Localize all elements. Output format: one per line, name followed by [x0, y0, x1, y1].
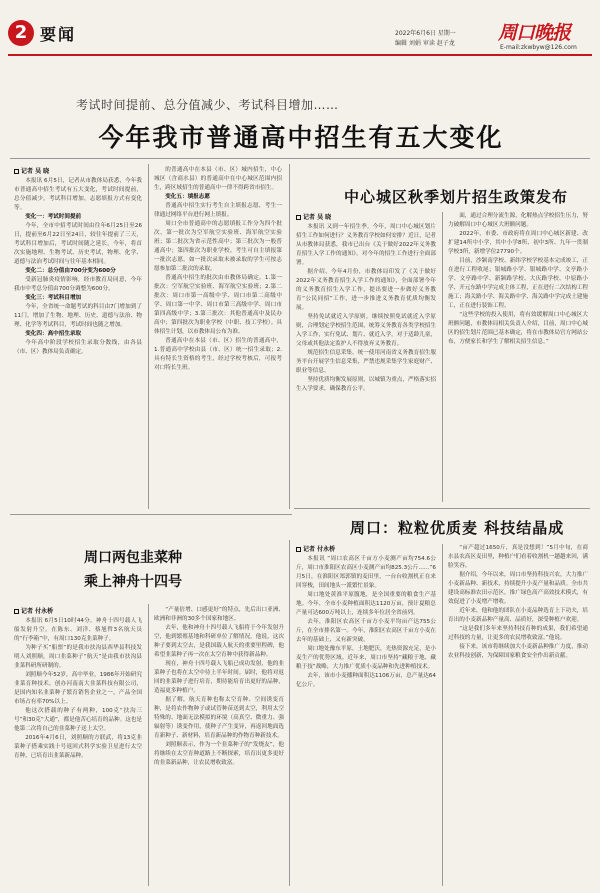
lead-col-2 [154, 166, 282, 511]
paragraph: 2016年4月6日，刘照顺的方联武，将13克韭菜种子搭乘实践十号返回式科学实验卫星进行太空育种，已培育出韭菜新品种。 [14, 735, 142, 759]
page-number: 2 [8, 20, 34, 46]
paragraph: 周口全市普通高中的志愿填报工作分为四个批次，第一批次为空军航空实验班、海军航空实验班；第二批次为省示范性高中；第三批次为一般普通高中；第四批次为职业学校。考生可自主填报第一批次志愿，如一批次录取未被录取的学生可按志愿参加第二批次的录取。 [154, 221, 282, 272]
story4-headline: 周口：粒粒优质麦 科技结晶成 [350, 519, 565, 537]
paragraph: “这是我们多年来坚持科技育种的成果，我们希望通过科技的力量，让更多的农民增收致富。”他说。 [448, 626, 588, 641]
paragraph: 据介绍，今年以来，周口市坚持科技兴农，大力推广小麦新品种、新技术，持续提升小麦产量和品质。全市共建设高标准农田示范区，推广绿色高产高效技术模式，有效促进了小麦增产增收。 [448, 572, 588, 605]
paragraph: 本报讯 又到一年招生季。今年，周口中心城区划片招生工作如何进行？义务教育学校如何安排？近日，记者从市教体局获悉，我市已出台《关于做好2022年义务教育招生入学工作的通知》。对今年的招生工作进行全面部署。 [296, 224, 436, 266]
subheading: 变化三：考试科目增加 [25, 295, 82, 301]
paragraph: 刘照顺今年52岁，高中毕业，1986年开始研究韭菜育种技术，创办河南南大韭菜科技有限公司，是国内知名韭菜种子繁育销售企业之一，产品全国市场占有率70%以上。 [14, 672, 142, 705]
subheading: 变化二：总分值由700分变为600分 [25, 268, 116, 274]
paragraph: 本报讯 “周口农高区千亩方小麦测产亩均754.6公斤，周口市淮阳区农高区小麦测产亩均825.3公斤……”6月5日，在淮阳区郑郭镇的麦田里，一台台收割机正在来回穿梭，田间地头一派繁忙景象。 [296, 556, 436, 589]
story2-col-1 [296, 212, 436, 504]
paragraph: 面，通过合理分流生源，化解热点学校招生压力，努力破解周口中心城区大班额问题。 [448, 213, 588, 228]
paragraph: 普通高中招生实行考生自主填报志愿，考生一律通过网络平台进行网上填报。 [154, 203, 282, 218]
story4-col-1-body [296, 555, 436, 690]
paragraph: 今年，全市中招考试时间由往年6月25日至26日，提前至6月22日至24日，较往年提前了三天，考试科目增加后，考试时间随之延长。今年，将首次实施地理、生物考试、历史考试，物理、化学、道德与法治考试时间与往年基本相同。 [14, 223, 142, 265]
column-divider [442, 212, 443, 502]
paragraph: 2022年，市委、市政府将在周口中心城区新建、改扩建14所中小学，其中小学8所、初中3所、九年一贯制学校3所，新增学位27790个。 [448, 231, 588, 255]
paragraph: 接下来，该市将继续加大小麦新品种推广力度，推动农业科技创新，为保障国家粮食安全作出新贡献。 [448, 644, 588, 659]
story2-headline: 中心城区秋季划片招生政策发布 [344, 188, 569, 206]
paragraph: 的普通高中在本县（市、区）城内招生，中心城区（含商水县）的普通高中在中心城区范围内招生，跨区域招生的普通高中一律不得跨省市招生。 [154, 167, 282, 191]
story3-col-2 [154, 606, 284, 886]
paragraph: “亩产超过1650斤，真是没想到！”5月中旬，在商水县农高区麦田里，种植户们看着收割机一趟趟来回，满脸笑容。 [448, 545, 588, 569]
subheading: 变化四：高中招生录取 [25, 331, 82, 337]
date-line: 2022年6月6日 星期一 [395, 30, 456, 37]
story3-headline-line1: 周口两包韭菜种 [84, 550, 182, 566]
masthead-rule [8, 54, 592, 56]
subheading: 变化一：考试时间提前 [25, 214, 82, 220]
story3-col-1 [14, 606, 142, 886]
paragraph: “这些学校的投入使用，将有效缓解周口中心城区大班额问题，市教体局相关负责人介绍，目前，周口中心城区的招生划片范围已基本确定，将在市教体局官方网站公布，方便家长和学生了解相关招生信息。” [448, 312, 588, 345]
paragraph: “产量倍增、口感更好”的特点，先后出口亚洲、欧洲和非洲的30多个国家和地区。 [154, 607, 284, 622]
paragraph: 坚持优质均衡发展原则，以城镇为重点，严格落实招生入学要求，确保教育公平。 [296, 377, 436, 392]
paragraph: 据了解，航天育种也称太空育种、空间诱变育种，是将农作物种子或试管种苗送到太空，利用太空特殊的、地面无法模拟的环境（高真空、微重力、强辐射等）诱变作用，使种子产生变异，再返回地面选育新种子、新材料，培育新品种的作物育种新技术。 [154, 697, 284, 739]
byline-icon [296, 547, 301, 552]
lead-col-1-body [14, 177, 142, 357]
byline-icon [296, 215, 301, 220]
paragraph: 周口地处黄淮平原腹地，是全国重要的粮食生产基地。今年，全市小麦种植面积达1120万亩，预计夏粮总产量可达600万吨以上，连续多年位居全省前列。 [296, 592, 436, 616]
column-divider [148, 164, 149, 509]
subheading: 变化五：填报志愿 [165, 194, 210, 200]
paragraph: 近年来，他和他的团队在小麦品种选育上下功夫，培育出的小麦新品种产量高、品质好，深受种植户欢迎。 [448, 608, 588, 623]
paragraph: 规范招生信息采集。统一使用河南省义务教育招生服务平台开展学生信息采集，严禁违规采集学生家庭财产、职业等信息。 [296, 350, 436, 374]
lead-kicker: 考试时间提前、总分值减少、考试科目增加…… [76, 98, 339, 112]
lead-col-1 [14, 166, 142, 511]
story3-col-1-body [14, 617, 142, 761]
story2-byline: 记者 吴 晓 [303, 214, 332, 221]
paragraph: 他这次搭载的种子有两种，100克“扶沟三号”和30克“大通”，都是他苦心培育的品种。这也是他第二次将自己的韭菜种子送上太空。 [14, 708, 142, 732]
column-divider [289, 540, 290, 886]
story4-col-2 [448, 544, 588, 886]
paragraph: 周口地处豫东平原，土地肥沃，光热资源充足，是小麦生产的优势区域。近年来，周口市坚持“藏粮于地、藏粮于技”战略，大力推广优质小麦品种和先进种植技术。 [296, 646, 436, 670]
paragraph: 坚持免试就近入学原则。继续按照免试就近入学原则，合理划定学校招生范围，统筹义务教育各类学校招生入学工作，实行免试、划片、就近入学。对于适龄儿童，父母或其他法定监护人不得放弃义务教育。 [296, 314, 436, 347]
paragraph: 普通高中在本县（市、区）招生的普通高中，1.普通高中学校由县（市、区）统一招生录取；2.具有特长生资格的考生，经过学校考核后，可报考对口特长生班。 [154, 338, 282, 371]
paragraph: 去年，他和神舟十四号载人飞船将于今年发射升空，他到繁殖基地和科研单位了解情况，他说，这次种子要到太空去，是我国载人航天的重要里程碑，他希望韭菜种子再一次在太空育种中获得新品种。 [154, 625, 284, 658]
headline-rule [10, 158, 590, 159]
editors-line: 编辑 刘娟 审读 赵子龙 [395, 40, 455, 47]
paragraph: 普通高中招生的批次由市教体局确定。1.第一批次：空军航空实验班、海军航空实验班；2.第二批次：周口市第一高级中学、周口市第二高级中学、周口第一中学、周口市第三高级中学、周口市第四高级中学；3.第三批次：其他普通高中及民办高中；第四批次为职业学校（中职、技工学校）。具体招生计划，以市教体局公布为准。 [154, 275, 282, 335]
column-divider [289, 164, 290, 509]
paragraph: 为种子买“船票”的是我市扶沟县西华县科技发明人刘照顺，周口韭菜种子“航天”是由我市扶沟县韭菜科研所研制的。 [14, 645, 142, 669]
lead-byline: 记者 吴 晓 [21, 168, 50, 175]
paragraph: 刘照顺表示，作为一个韭菜种子的“发烧友”，他将继续在太空育种道路上不断探索，培育出更多更好的韭菜新品种，让农民增收致富。 [154, 742, 284, 766]
paragraph: 今年，全省统一命题考试的科目由7门增加到了11门。增加了生物、地理、历史、道德与法治、物理、化学等考试科目，考试时间也随之增加。 [14, 304, 142, 328]
paragraph: 本报讯 6月5日10时44分，神舟十四号载人飞船发射升空。在陈东、刘洋、蔡旭哲3名航天员的“行李箱”中，有周口130克韭菜种子。 [14, 618, 142, 642]
section-rule-left [10, 514, 292, 515]
byline-icon [14, 169, 19, 174]
story3-headline-line2: 乘上神舟十四号 [84, 574, 182, 590]
section-title: 要闻 [40, 25, 77, 44]
story2-col-2-body [448, 212, 588, 347]
paragraph: 去年，淮阳区农高区千亩方小麦平均亩产达755公斤，在全市排名第一。今年，淮阳区农高区千亩方小麦在去年的基础上，又有新突破。 [296, 619, 436, 643]
paragraph: 去年，该市小麦播种面积达1106万亩，总产量达64亿公斤。 [296, 673, 436, 688]
story2-col-2 [448, 212, 588, 504]
lead-col-2-body [154, 166, 282, 373]
section-rule-right [294, 508, 590, 509]
story3-byline: 记者 付永桥 [21, 608, 54, 615]
story4-byline: 记者 付永桥 [303, 546, 336, 553]
story4-col-1 [296, 544, 436, 886]
paragraph: 据介绍，今年4月份，市教体局印发了《关于做好2022年义务教育招生入学工作的通知》，全面部署今年的义务教育招生入学工作，提出要进一步做好义务教育“公民同招”工作，进一步推进义务教育优质均衡发展。 [296, 269, 436, 311]
paragraph: 今年高中阶段学校招生录取分数线，由各县（市、区）教体局负责确定。 [14, 340, 142, 355]
paragraph: 目前，沙颍南学校、新纬学校学校基本完成竣工，正在进行工程收尾；银城路小学、银城路中学、文亭路小学、文亭路中学、新颍路学校、大庆路学校、中原路小学、开元东路中学完成主体工程，正在进行二次结构工程施工；海关路小学、海关路中学、海关路中学完成土建施工，正在进行装饰工程。 [448, 258, 588, 309]
paragraph: 现在，神舟十四号载人飞船已成功发射，他的韭菜种子也将在太空中待上半年时间。届时，他将对返回的韭菜种子进行培育，期待能培育出更好的品种，造福更多种植户。 [154, 661, 284, 694]
column-divider [148, 604, 149, 886]
paragraph: 受新冠肺炎疫情影响，经市教育局同意，今年我市中考总分值由700分调整为600分。 [14, 277, 142, 292]
masthead [0, 0, 600, 70]
byline-icon [14, 609, 19, 614]
story2-col-1-body [296, 223, 436, 394]
column-divider [442, 544, 443, 886]
newspaper-logo: 周口晚报 [498, 22, 571, 44]
paragraph: 本报讯 6月5日，记者从市教体局获悉，今年我市普通高中招生考试有五大变化，考试时间提前，总分值减少，考试科目增加，志愿填报方式有变化等。 [14, 178, 142, 211]
story3-col-2-body [154, 606, 284, 768]
email-address[interactable]: E-mail:zkwbyw@126.com [500, 44, 577, 51]
story4-col-2-body [448, 544, 588, 661]
lead-headline: 今年我市普通高中招生有五大变化 [98, 123, 504, 152]
